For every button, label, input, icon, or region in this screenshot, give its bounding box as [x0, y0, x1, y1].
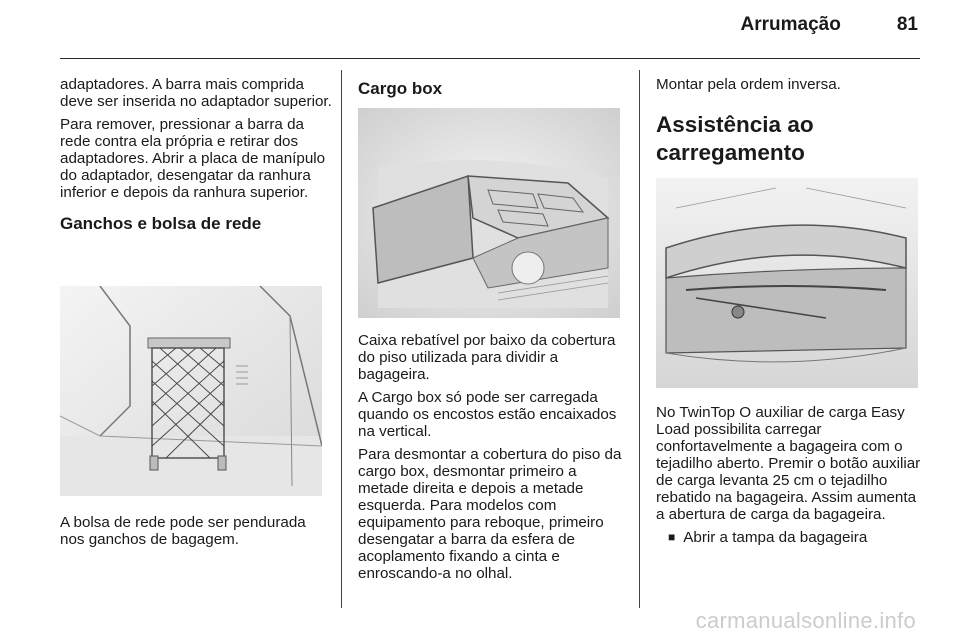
- header-rule: [60, 58, 920, 59]
- square-bullet-icon: ■: [668, 530, 676, 544]
- watermark: carmanualsonline.info: [695, 608, 916, 633]
- column-2-heading-block: [358, 76, 630, 103]
- cargo-box-illustration: [358, 108, 620, 318]
- col3-paragraph-2: No TwinTop O auxiliar de carga Easy Load possibilita carregar confortavelmente a bagageira com o tejadilho aberto. Premir o botão auxiliar de carga levanta 25 cm o tejadilho rebatido na bagageira. Assim aumenta a abertura de carga da bagageira.: [656, 404, 921, 523]
- col2-paragraph-2: A Cargo box só pode ser carregada quando os encostos estão encaixados na vertical.: [358, 389, 617, 440]
- column-2-text: [358, 332, 630, 588]
- loading-assistant-illustration: [656, 178, 918, 388]
- page-number: 81: [896, 14, 918, 35]
- section-title: Arrumação: [740, 14, 841, 35]
- page-header: [741, 14, 918, 36]
- col3-bullet-text: Abrir a tampa da bagageira: [683, 529, 868, 546]
- col1-caption: A bolsa de rede pode ser pendurada nos ganchos de bagagem.: [60, 514, 306, 548]
- column-3-text: [656, 404, 928, 546]
- column-divider-1: [341, 70, 342, 608]
- col2-paragraph-1: Caixa rebatível por baixo da cobertura do piso utilizada para dividir a bagageira.: [358, 332, 616, 383]
- column-divider-2: [639, 70, 640, 608]
- col3-paragraph-1: Montar pela ordem inversa.: [656, 76, 841, 93]
- col3-heading: Assistência ao carregamento: [656, 112, 814, 165]
- col2-heading: Cargo box: [358, 79, 443, 98]
- col1-caption-block: [60, 514, 332, 554]
- column-1: [60, 76, 332, 238]
- col1-paragraph-2: Para remover, pressionar a barra da rede contra ela própria e retirar dos adaptadores. Abrir a placa de manípulo do adaptador, desengatar da ranhura inferior e depois da ranhura superior.: [60, 116, 326, 201]
- col1-heading: Ganchos e bolsa de rede: [60, 214, 262, 233]
- net-bag-illustration: [60, 286, 322, 496]
- col1-paragraph-1: adaptadores. A barra mais comprida deve ser inserida no adaptador superior.: [60, 76, 332, 110]
- col3-bullet-item: [668, 529, 928, 546]
- col2-paragraph-3: Para desmontar a cobertura do piso da cargo box, desmontar primeiro a metade direita e depois a metade esquerda. Para modelos com equipamento para reboque, primeiro desengatar a barra da esfera de acoplamento fixando a cinta e enroscando-a no olhal.: [358, 446, 622, 582]
- column-3-top: [656, 76, 926, 173]
